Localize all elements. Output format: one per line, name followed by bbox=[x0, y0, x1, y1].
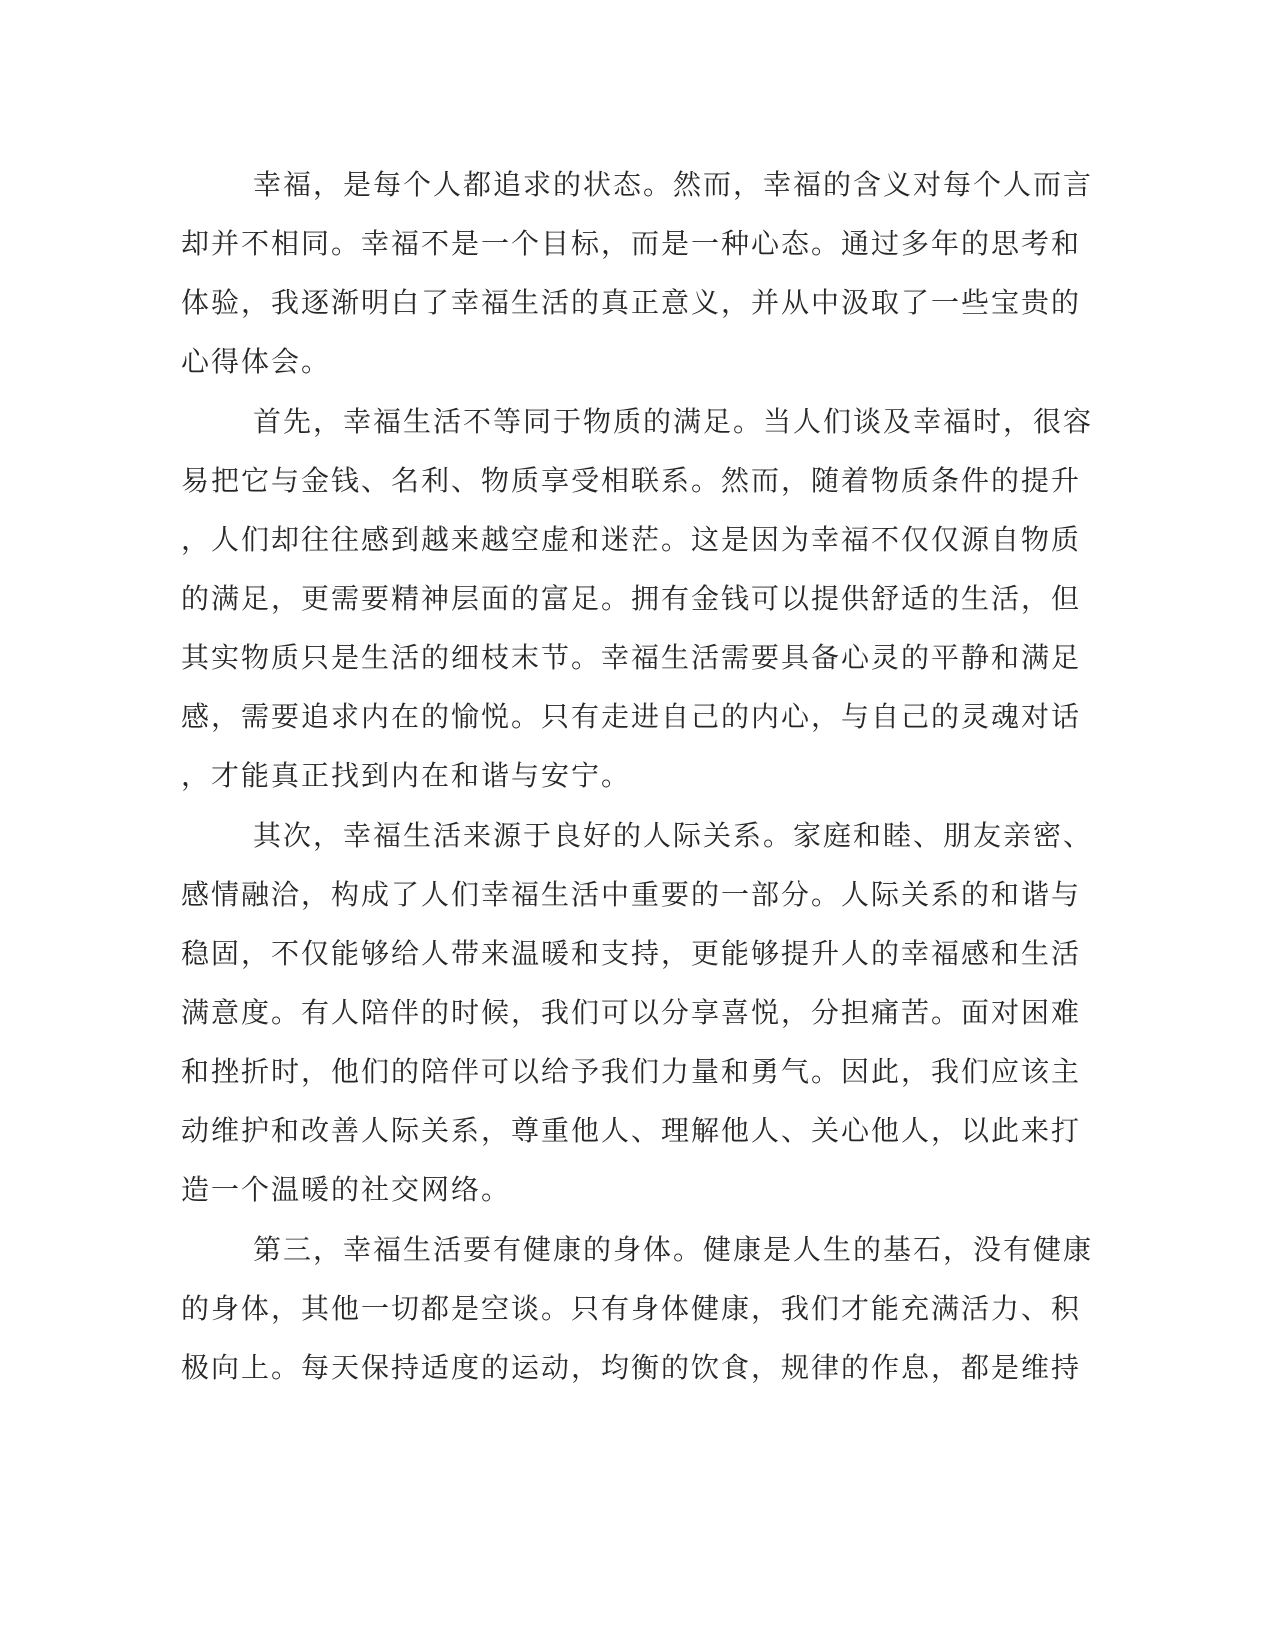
paragraph-2-line-1: 首先，幸福生活不等同于物质的满足。当人们谈及幸福时，很容 bbox=[253, 405, 1094, 438]
paragraph-2-line-4: 的满足，更需要精神层面的富足。拥有金钱可以提供舒适的生活，但 bbox=[181, 582, 1082, 615]
paragraph-4-line-2: 的身体，其他一切都是空谈。只有身体健康，我们才能充满活力、积 bbox=[181, 1292, 1082, 1325]
paragraph-1-line-4: 心得体会。 bbox=[181, 345, 332, 378]
paragraph-3-line-7: 造一个温暖的社交网络。 bbox=[181, 1173, 512, 1206]
paragraph-1-line-1: 幸福，是每个人都追求的状态。然而，幸福的含义对每个人而言 bbox=[253, 168, 1094, 201]
paragraph-3-line-1: 其次，幸福生活来源于良好的人际关系。家庭和睦、朋友亲密、 bbox=[253, 819, 1094, 852]
paragraph-2-line-5: 其实物质只是生活的细枝末节。幸福生活需要具备心灵的平静和满足 bbox=[181, 641, 1082, 674]
paragraph-3-line-3: 稳固，不仅能够给人带来温暖和支持，更能够提升人的幸福感和生活 bbox=[181, 937, 1082, 970]
paragraph-3-line-4: 满意度。有人陪伴的时候，我们可以分享喜悦，分担痛苦。面对困难 bbox=[181, 996, 1082, 1029]
paragraph-2-line-6: 感，需要追求内在的愉悦。只有走进自己的内心，与自己的灵魂对话 bbox=[181, 700, 1082, 733]
paragraph-4-line-3: 极向上。每天保持适度的运动，均衡的饮食，规律的作息，都是维持 bbox=[181, 1351, 1082, 1384]
paragraph-2-line-3: ，人们却往往感到越来越空虚和迷茫。这是因为幸福不仅仅源自物质 bbox=[181, 523, 1082, 556]
paragraph-3-line-2: 感情融洽，构成了人们幸福生活中重要的一部分。人际关系的和谐与 bbox=[181, 878, 1082, 911]
paragraph-2-line-2: 易把它与金钱、名利、物质享受相联系。然而，随着物质条件的提升 bbox=[181, 464, 1082, 497]
document-body bbox=[181, 164, 1094, 1406]
paragraph-3-line-5: 和挫折时，他们的陪伴可以给予我们力量和勇气。因此，我们应该主 bbox=[181, 1055, 1082, 1088]
paragraph-2-line-7: ，才能真正找到内在和谐与安宁。 bbox=[181, 759, 632, 792]
paragraph-1-line-3: 体验，我逐渐明白了幸福生活的真正意义，并从中汲取了一些宝贵的 bbox=[181, 286, 1082, 319]
paragraph-3-line-6: 动维护和改善人际关系，尊重他人、理解他人、关心他人，以此来打 bbox=[181, 1114, 1082, 1147]
paragraph-1-line-2: 却并不相同。幸福不是一个目标，而是一种心态。通过多年的思考和 bbox=[181, 227, 1082, 260]
paragraph-4-line-1: 第三，幸福生活要有健康的身体。健康是人生的基石，没有健康 bbox=[253, 1233, 1094, 1266]
